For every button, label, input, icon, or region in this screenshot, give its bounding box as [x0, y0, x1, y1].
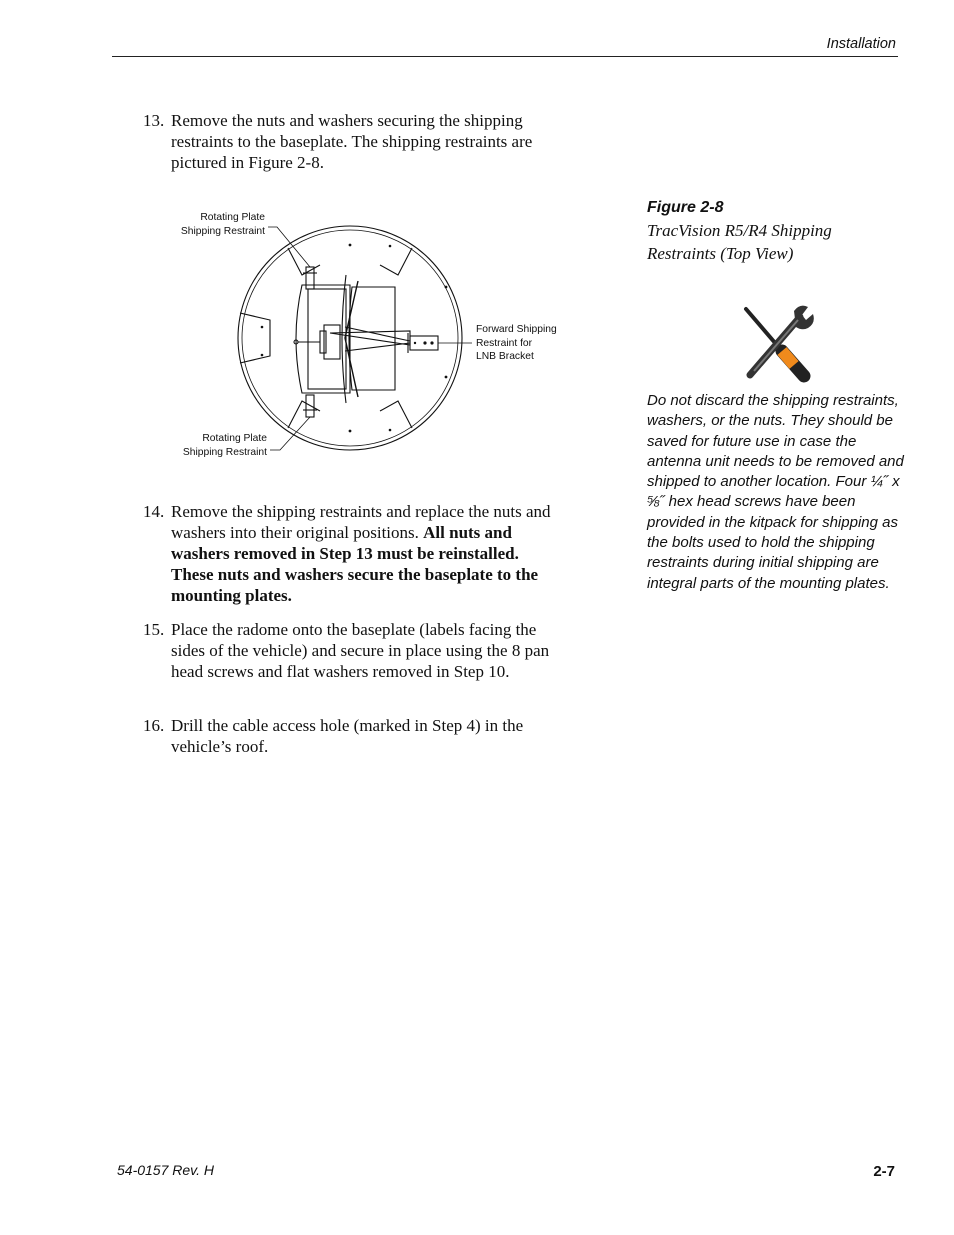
- document-revision: 54-0157 Rev. H: [117, 1162, 215, 1178]
- callout-line: Shipping Restraint: [182, 446, 267, 458]
- wrench-screwdriver-icon: [738, 303, 814, 383]
- step-text-regular: Remove the shipping restraints and replace the nuts and washers into their original positions.: [171, 502, 551, 542]
- callout-forward-restraint: [476, 323, 576, 364]
- step-number: 13.: [143, 111, 165, 130]
- step-14: [143, 501, 563, 606]
- step-16: [143, 715, 563, 757]
- callout-line: Forward Shipping: [476, 324, 557, 335]
- page-number: 2-7: [873, 1163, 895, 1180]
- step-number: 14.: [143, 502, 165, 521]
- step-text-emphasis: All nuts and washers removed in Step 13 must be reinstalled. These nuts and washers secure the baseplate to the mounting plates.: [171, 523, 539, 605]
- callout-line: Rotating Plate: [200, 212, 265, 223]
- figure-caption: [647, 199, 897, 265]
- callout-line: Shipping Restraint: [180, 225, 265, 237]
- callout-line: Rotating Plate: [202, 433, 267, 444]
- callout-bottom-rotating-plate: [175, 432, 267, 459]
- step-text: Remove the nuts and washers securing the shipping restraints to the baseplate. The shipping restraints are pictured in Figure 2-8.: [171, 111, 533, 172]
- step-text: [171, 501, 563, 606]
- shipping-restraint-diagram: [170, 205, 570, 465]
- callout-top-rotating-plate: [175, 211, 265, 238]
- step-text: Drill the cable access hole (marked in Step 4) in the vehicle’s roof.: [171, 716, 524, 756]
- figure-title: TracVision R5/R4 Shipping Restraints (Top View): [647, 221, 832, 263]
- note-text: Do not discard the shipping restraints, washers, or the nuts. They should be saved for future use in case the antenna unit needs to be removed and shipped to another location. Four ¼˝ x ⅝˝ hex head screws have been provided in the kitpack for shipping as the bolts used to hold the shipping restraints during initial shipping are integral parts of the mounting plates.: [647, 392, 904, 592]
- callout-line: Restraint for: [476, 337, 533, 349]
- figure-number: Figure 2-8: [647, 199, 724, 216]
- step-15: [143, 619, 563, 682]
- step-text: Place the radome onto the baseplate (labels facing the sides of the vehicle) and secure in place using the 8 pan head screws and flat washers removed in Step 10.: [171, 620, 550, 681]
- step-number: 16.: [143, 716, 165, 735]
- header-rule: [112, 56, 898, 57]
- step-number: 15.: [143, 620, 165, 639]
- section-title: Installation: [826, 36, 896, 52]
- callout-line: LNB Bracket: [476, 351, 534, 362]
- step-13: [143, 110, 563, 173]
